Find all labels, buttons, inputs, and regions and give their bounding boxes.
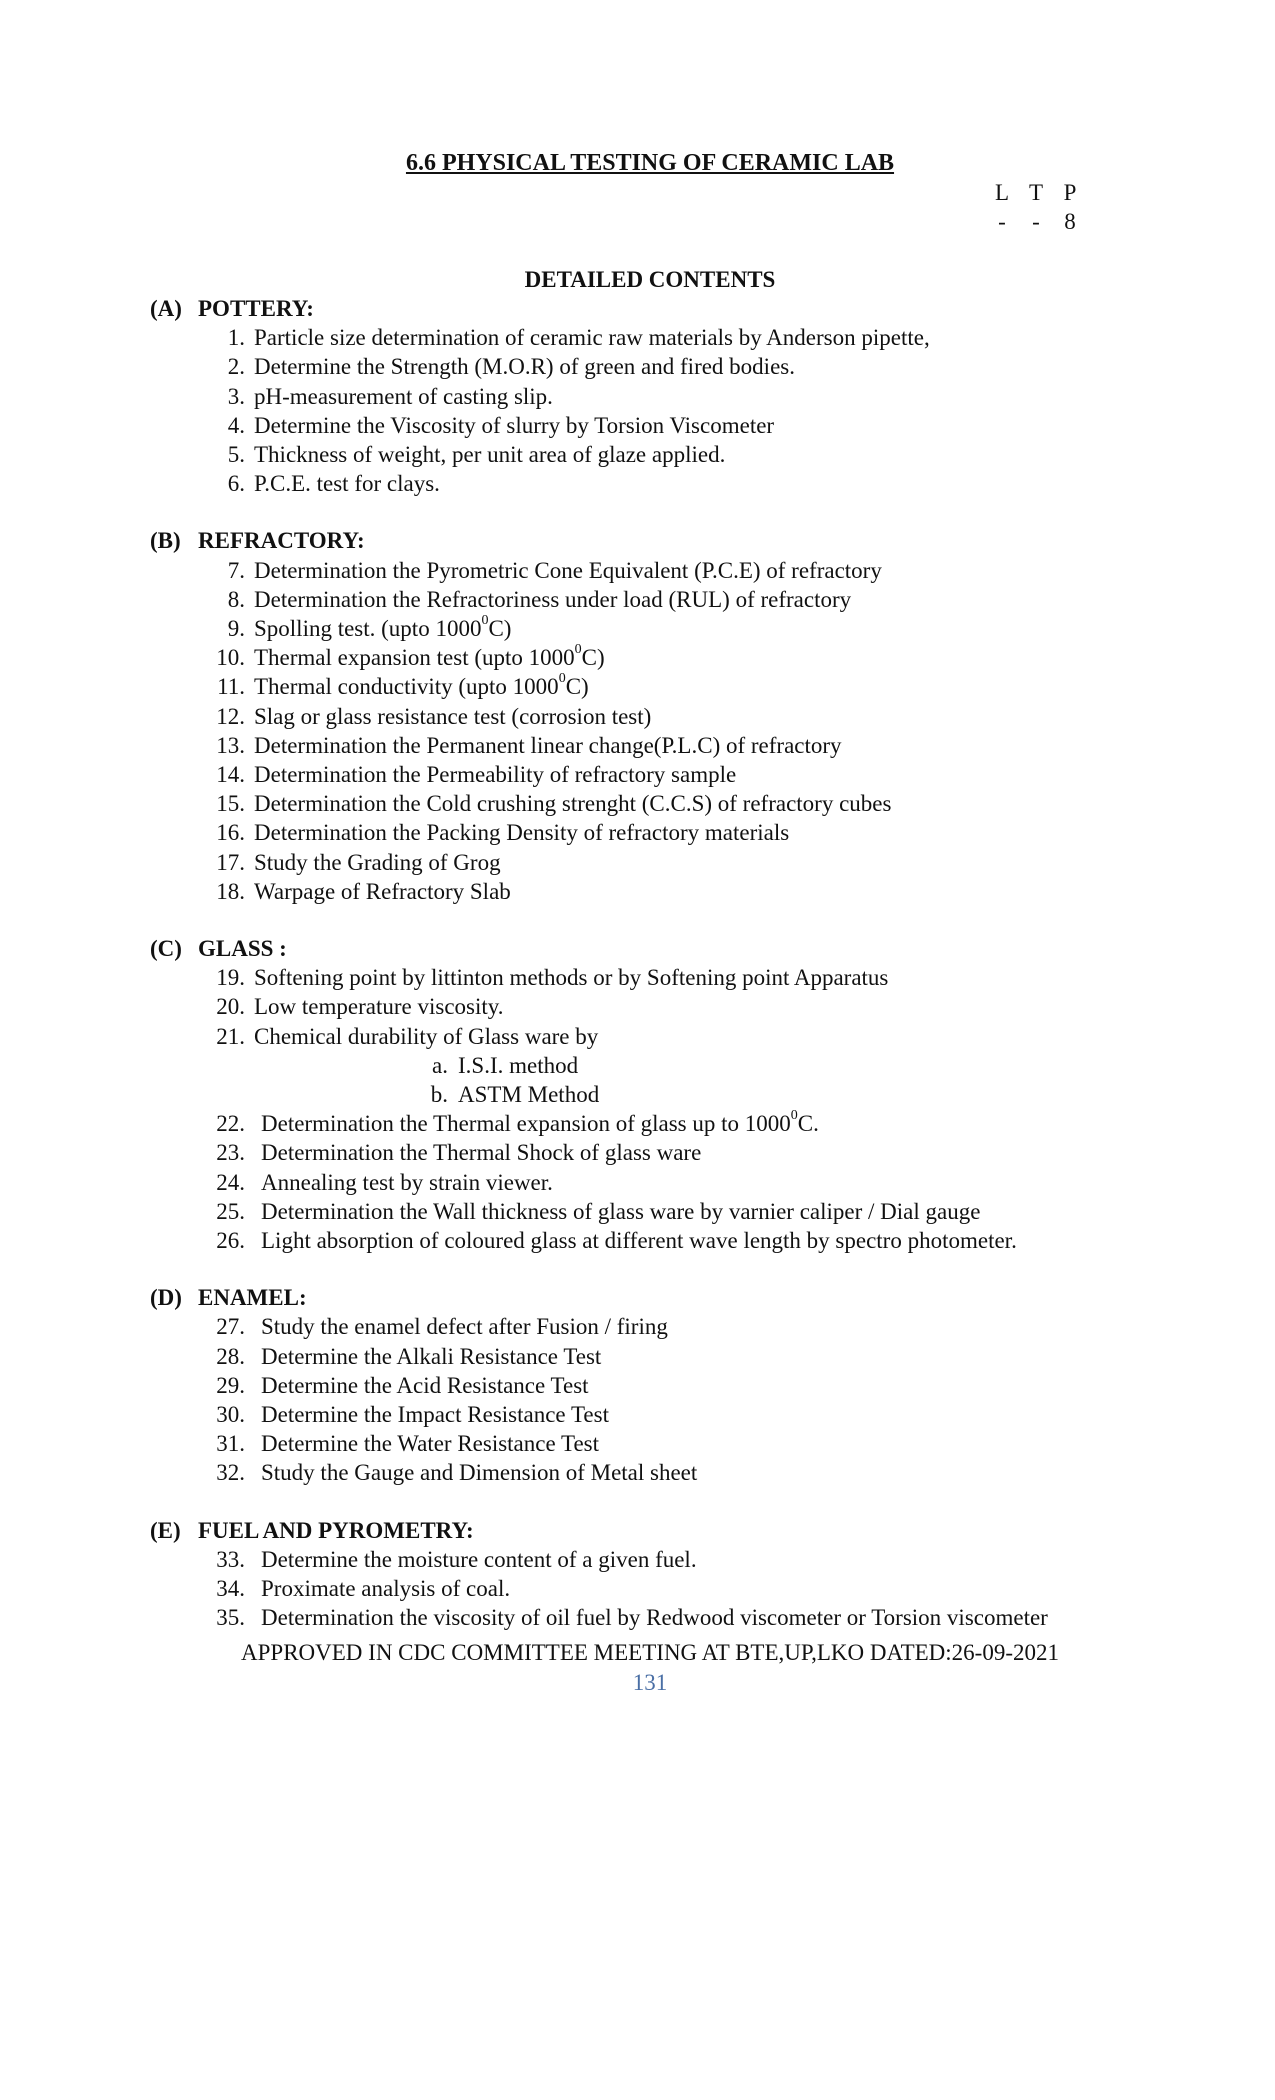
list-item-number: 13. xyxy=(216,732,245,758)
list-item-number: 7. xyxy=(227,557,245,583)
list-item-text: Determine the Alkali Resistance Test xyxy=(261,1343,602,1369)
ltp-header-p: P xyxy=(1063,180,1077,205)
list-item-number: 24. xyxy=(216,1169,245,1195)
list-item-text: Softening point by littinton methods or by Softening point Apparatus xyxy=(254,965,889,991)
section-name: REFRACTORY: xyxy=(198,528,365,554)
list-item-text: Thermal expansion test (upto 1000$^0$C) xyxy=(254,642,605,671)
section-subtitle: DETAILED CONTENTS xyxy=(524,267,776,292)
list-item-text: Determination the Wall thickness of glass ware by varnier caliper / Dial gauge xyxy=(261,1198,981,1224)
list-item-number: 14. xyxy=(216,762,245,787)
list-item-number: 21. xyxy=(216,1023,245,1049)
list-item-number: 6. xyxy=(227,471,245,497)
list-item-number: 10. xyxy=(216,645,245,671)
list-item-number: 1. xyxy=(227,325,245,351)
section-heading xyxy=(150,528,365,554)
list-item-text: Determination the Thermal Shock of glass ware xyxy=(261,1140,702,1166)
list-item-number: 25. xyxy=(216,1198,245,1224)
list-item-number: 19. xyxy=(216,965,245,991)
ltp-header-l: L xyxy=(994,180,1010,205)
list-item-text: Proximate analysis of coal. xyxy=(261,1576,511,1601)
list-item-text: Low temperature viscosity. xyxy=(254,994,504,1020)
list-item-text: Spolling test. (upto 1000$^0$C) xyxy=(254,613,512,641)
list-item-number: a. xyxy=(432,1052,448,1078)
list-item-number: 34. xyxy=(216,1576,245,1601)
section-heading xyxy=(150,296,314,322)
ltp-value-l: - xyxy=(998,209,1006,234)
ltp-header-row xyxy=(985,178,1087,207)
list-item-number: b. xyxy=(430,1082,448,1107)
list-item-number: 5. xyxy=(227,442,245,467)
superscript: 0 xyxy=(574,642,582,658)
section-label: (E) xyxy=(150,1517,181,1543)
list-item-number: 15. xyxy=(216,791,245,817)
approval-footer: APPROVED IN CDC COMMITTEE MEETING AT BTE,UP,LKO DATED:26-09-2021 xyxy=(241,1640,1059,1665)
list-item-number: 20. xyxy=(216,994,245,1020)
superscript: 0 xyxy=(558,671,566,687)
list-item-text: P.C.E. test for clays. xyxy=(254,471,440,497)
list-item-text: Warpage of Refractory Slab xyxy=(254,878,511,904)
superscript: 0 xyxy=(481,613,489,628)
list-item-text: Determination the Permanent linear change(P.L.C) of refractory xyxy=(254,732,842,758)
section-heading xyxy=(150,1518,474,1544)
list-item-text: Determination the Packing Density of refractory materials xyxy=(254,820,790,846)
ltp-value-p: 8 xyxy=(1064,209,1076,234)
list-item-number: 18. xyxy=(216,878,245,904)
list-item-text: Light absorption of coloured glass at different wave length by spectro photometer. xyxy=(261,1228,1017,1253)
list-item-text: Particle size determination of ceramic raw materials by Anderson pipette, xyxy=(254,325,930,351)
list-item-text: Determine the Acid Resistance Test xyxy=(261,1372,589,1398)
list-item-text: Study the enamel defect after Fusion / firing xyxy=(261,1314,668,1340)
list-item-number: 31. xyxy=(216,1431,245,1457)
list-item-number: 30. xyxy=(216,1402,245,1427)
list-item-text: Annealing test by strain viewer. xyxy=(261,1169,553,1195)
list-item-number: 35. xyxy=(216,1605,245,1631)
section-name: ENAMEL: xyxy=(198,1285,307,1311)
list-item-text: I.S.I. method xyxy=(458,1052,579,1078)
page-title: 6.6 PHYSICAL TESTING OF CERAMIC LAB xyxy=(405,150,895,176)
list-item-text: Determination the Pyrometric Cone Equivalent (P.C.E) of refractory xyxy=(254,557,882,583)
section-label: (C) xyxy=(150,936,182,961)
section-label: (B) xyxy=(150,528,181,554)
list-item-number: 2. xyxy=(227,354,245,380)
list-item-text: Thermal conductivity (upto 1000$^0$C) xyxy=(254,671,589,700)
list-item-number: 28. xyxy=(216,1343,245,1369)
section-name: FUEL AND PYROMETRY: xyxy=(198,1517,474,1543)
list-item-text: Determine the Viscosity of slurry by Torsion Viscometer xyxy=(254,412,775,438)
list-item-text: Determine the Strength (M.O.R) of green and fired bodies. xyxy=(254,354,795,380)
section-label: (D) xyxy=(150,1285,182,1311)
list-item-text: Determine the Impact Resistance Test xyxy=(261,1402,609,1427)
list-item-number: 22. xyxy=(216,1111,245,1137)
list-item-number: 3. xyxy=(227,383,245,409)
list-item-text: ASTM Method xyxy=(458,1082,600,1107)
list-item-number: 11. xyxy=(217,674,245,700)
list-item-text: Thickness of weight, per unit area of glaze applied. xyxy=(254,442,726,467)
list-item-text: Study the Gauge and Dimension of Metal sheet xyxy=(261,1460,698,1486)
list-item-text: Determine the moisture content of a given fuel. xyxy=(261,1546,697,1572)
list-item-number: 4. xyxy=(227,412,245,438)
list-item-number: 32. xyxy=(216,1460,245,1486)
list-item-text: Determination the Refractoriness under load (RUL) of refractory xyxy=(254,586,852,612)
list-item-number: 9. xyxy=(227,616,245,641)
ltp-value-t: - xyxy=(1032,209,1040,234)
section-label: (A) xyxy=(150,296,182,321)
list-item-number: 27. xyxy=(216,1314,245,1340)
list-item-number: 17. xyxy=(216,849,245,875)
list-item-text: Determination the Permeability of refractory sample xyxy=(254,762,737,787)
ltp-table xyxy=(985,178,1087,236)
superscript: 0 xyxy=(790,1108,798,1124)
list-item-number: 29. xyxy=(216,1372,245,1398)
list-item-text: Study the Grading of Grog xyxy=(254,849,501,875)
section-heading xyxy=(150,1285,307,1311)
list-item-text: Determination the viscosity of oil fuel by Redwood viscometer or Torsion viscometer xyxy=(261,1605,1048,1631)
list-item-number: 23. xyxy=(216,1140,245,1166)
list-item-text: Determination the Cold crushing strenght (C.C.S) of refractory cubes xyxy=(254,791,892,817)
list-item-number: 16. xyxy=(216,820,245,846)
section-name: POTTERY: xyxy=(198,296,314,321)
ltp-value-row xyxy=(985,207,1087,236)
page-number: 131 xyxy=(632,1670,668,1695)
list-item-text: pH-measurement of casting slip. xyxy=(254,383,553,409)
section-name: GLASS : xyxy=(198,936,287,961)
list-item-text: Slag or glass resistance test (corrosion test) xyxy=(254,703,652,729)
list-item-number: 33. xyxy=(216,1546,245,1572)
list-item-number: 8. xyxy=(227,586,245,612)
section-heading xyxy=(150,936,287,962)
ltp-header-t: T xyxy=(1028,180,1044,205)
list-item-text: Chemical durability of Glass ware by xyxy=(254,1023,599,1049)
list-item-text: Determination the Thermal expansion of glass up to 1000$^0$C. xyxy=(261,1108,819,1137)
list-item-text: Determine the Water Resistance Test xyxy=(261,1431,600,1457)
list-item-number: 12. xyxy=(216,703,245,729)
list-item-number: 26. xyxy=(216,1228,245,1253)
